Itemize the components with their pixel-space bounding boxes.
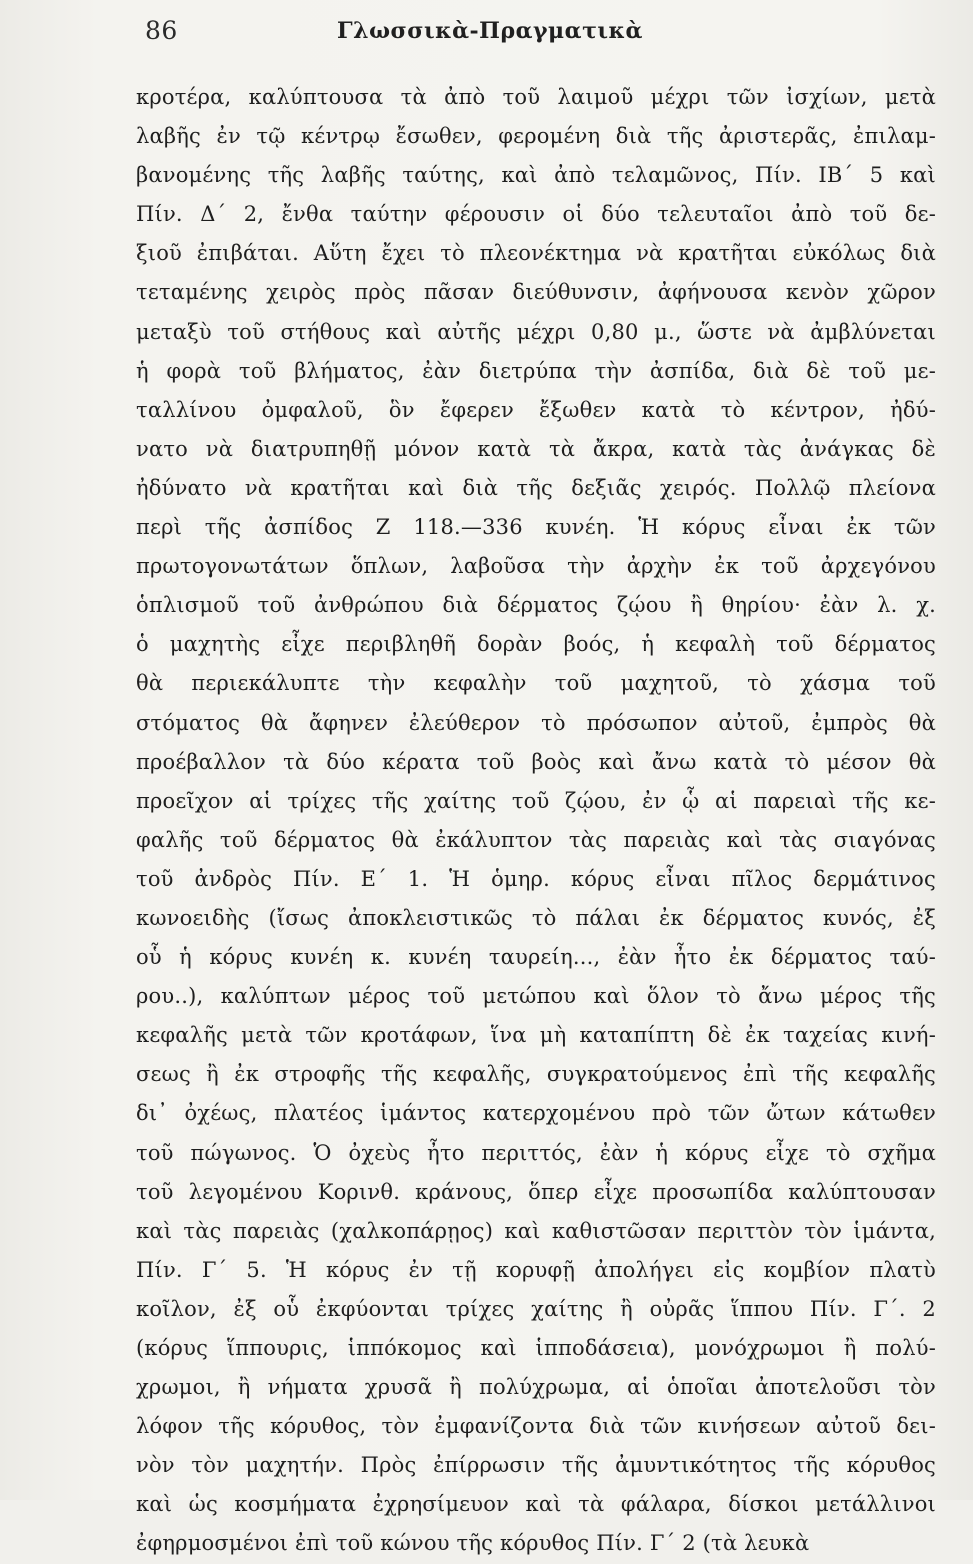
text-line: ἡ φορὰ τοῦ βλήματος, ἐὰν διετρύπα τὴν ἀσπίδα, διὰ δὲ τοῦ με- — [136, 358, 936, 383]
text-line: τοῦ ἀνδρὸς Πίν. Ε΄ 1. Ἡ ὁμηρ. κόρυς εἶναι πῖλος δερμάτινος — [136, 866, 936, 891]
text-line: (κόρυς ἵππουρις, ἱππόκομος καὶ ἱπποδάσεια), μονόχρωμοι ἢ πολύ- — [136, 1336, 936, 1360]
text-line: περὶ τῆς ἀσπίδος Ζ 118.—336 κυνέη. Ἡ κόρυς εἶναι ἐκ τῶν — [136, 515, 936, 540]
text-line: κωνοειδὴς (ἴσως ἀποκλειστικῶς τὸ πάλαι ἐκ δέρματος κυνός, ἐξ — [136, 905, 936, 930]
text-line: χρωμοι, ἢ νήματα χρυσᾶ ἢ πολύχρωμα, αἱ ὁποῖαι ἀποτελοῦσι τὸν — [136, 1375, 936, 1400]
text-line: οὗ ἡ κόρυς κυνέη κ. κυνέη ταυρείη..., ἐὰν ἦτο ἐκ δέρματος ταύ- — [136, 945, 936, 970]
text-line: ὁπλισμοῦ τοῦ ἀνθρώπου διὰ δέρματος ζῴου ἢ θηρίου· ἐὰν λ. χ. — [136, 593, 936, 618]
text-line: ρου..), καλύπτων μέρος τοῦ μετώπου καὶ ὅλον τὸ ἄνω μέρος τῆς — [136, 984, 936, 1009]
body-text — [136, 78, 936, 1564]
text-line: νατο νὰ διατρυπηθῇ μόνον κατὰ τὰ ἄκρα, κατὰ τὰς ἀνάγκας δὲ — [136, 436, 936, 461]
text-line: τοῦ πώγωνος. Ὁ ὀχεὺς ἦτο περιττός, ἐὰν ἡ κόρυς εἶχε τὸ σχῆμα — [136, 1140, 936, 1165]
text-line: κοῖλον, ἐξ οὗ ἐκφύονται τρίχες χαίτης ἢ οὐρᾶς ἵππου Πίν. Γ΄. 2 — [136, 1296, 936, 1321]
text-line: προεῖχον αἱ τρίχες τῆς χαίτης τοῦ ζῴου, ἐν ᾧ αἱ παρειαὶ τῆς κε- — [136, 788, 936, 813]
text-line: στόματος θὰ ἄφηνεν ἐλεύθερον τὸ πρόσωπον αὐτοῦ, ἐμπρὸς θὰ — [136, 710, 936, 735]
text-line: ταλλίνου ὀμφαλοῦ, ὃν ἔφερεν ἔξωθεν κατὰ τὸ κέντρον, ἠδύ- — [136, 397, 936, 422]
text-line: κροτέρα, καλύπτουσα τὰ ἀπὸ τοῦ λαιμοῦ μέχρι τῶν ἰσχίων, μετὰ — [136, 85, 936, 109]
text-line: Πίν. Γ΄ 5. Ἡ κόρυς ἐν τῇ κορυφῇ ἀπολήγει εἰς κομβίον πλατὺ — [136, 1257, 936, 1282]
text-line: θὰ περιεκάλυπτε τὴν κεφαλὴν τοῦ μαχητοῦ, τὸ χάσμα τοῦ — [136, 671, 936, 696]
text-line: καὶ τὰς παρειὰς (χαλκοπάρῃος) καὶ καθιστῶσαν περιττὸν τὸν ἱμάντα, — [136, 1218, 936, 1243]
text-line: πρωτογονωτάτων ὅπλων, λαβοῦσα τὴν ἀρχὴν ἐκ τοῦ ἀρχεγόνου — [136, 554, 936, 579]
text-line: ὁ μαχητὴς εἶχε περιβληθῆ δορὰν βοός, ἡ κεφαλὴ τοῦ δέρματος — [136, 632, 936, 657]
text-line: βανομένης τῆς λαβῆς ταύτης, καὶ ἀπὸ τελαμῶνος, Πίν. ΙΒ΄ 5 καὶ — [136, 163, 936, 188]
text-line: φαλῆς τοῦ δέρματος θὰ ἐκάλυπτον τὰς παρειὰς καὶ τὰς σιαγόνας — [136, 827, 936, 852]
text-line: ἐφηρμοσμένοι ἐπὶ τοῦ κώνου τῆς κόρυθος Πίν. Γ΄ 2 (τὰ λευκὰ — [136, 1531, 810, 1556]
page-number: 86 — [145, 16, 178, 45]
text-line: κεφαλῆς μετὰ τῶν κροτάφων, ἵνα μὴ καταπίπτη δὲ ἐκ ταχείας κινή- — [136, 1023, 936, 1048]
text-line: δι᾽ ὀχέως, πλατέος ἱμάντος κατερχομένου πρὸ τῶν ὤτων κάτωθεν — [136, 1101, 936, 1126]
text-line: τοῦ λεγομένου Κορινθ. κράνους, ὅπερ εἶχε προσωπίδα καλύπτουσαν — [136, 1179, 936, 1204]
text-line: σεως ἢ ἐκ στροφῆς τῆς κεφαλῆς, συγκρατούμενος ἐπὶ τῆς κεφαλῆς — [136, 1062, 936, 1087]
text-line: Πίν. Δ΄ 2, ἔνθα ταύτην φέρουσιν οἱ δύο τελευταῖοι ἀπὸ τοῦ δε- — [136, 202, 936, 227]
text-line: λόφον τῆς κόρυθος, τὸν ἐμφανίζοντα διὰ τῶν κινήσεων αὐτοῦ δει- — [136, 1414, 936, 1439]
text-line: προέβαλλον τὰ δύο κέρατα τοῦ βοὸς καὶ ἄνω κατὰ τὸ μέσον θὰ — [136, 749, 936, 774]
text-line: μεταξὺ τοῦ στήθους καὶ αὐτῆς μέχρι 0,80 μ., ὥστε νὰ ἀμβλύνεται — [136, 319, 936, 344]
text-line: καὶ ὡς κοσμήματα ἐχρησίμευον καὶ τὰ φάλαρα, δίσκοι μετάλλινοι — [136, 1492, 936, 1517]
running-head: Γλωσσικὰ-Πραγματικὰ — [337, 18, 643, 44]
text-line: ξιοῦ ἐπιβάται. Αὕτη ἔχει τὸ πλεονέκτημα νὰ κρατῆται εὐκόλως διὰ — [136, 241, 936, 266]
text-line: τεταμένης χειρὸς πρὸς πᾶσαν διεύθυνσιν, ἀφήνουσα κενὸν χῶρον — [136, 280, 936, 305]
text-line: ἠδύνατο νὰ κρατῆται καὶ διὰ τῆς δεξιᾶς χειρός. Πολλῷ πλείονα — [136, 475, 936, 500]
text-line: λαβῆς ἐν τῷ κέντρῳ ἔσωθεν, φερομένη διὰ τῆς ἀριστερᾶς, ἐπιλαμ- — [136, 124, 936, 149]
text-line: νὸν τὸν μαχητήν. Πρὸς ἐπίρρωσιν τῆς ἀμυντικότητος τῆς κόρυθος — [136, 1453, 936, 1478]
page-header — [145, 16, 835, 56]
